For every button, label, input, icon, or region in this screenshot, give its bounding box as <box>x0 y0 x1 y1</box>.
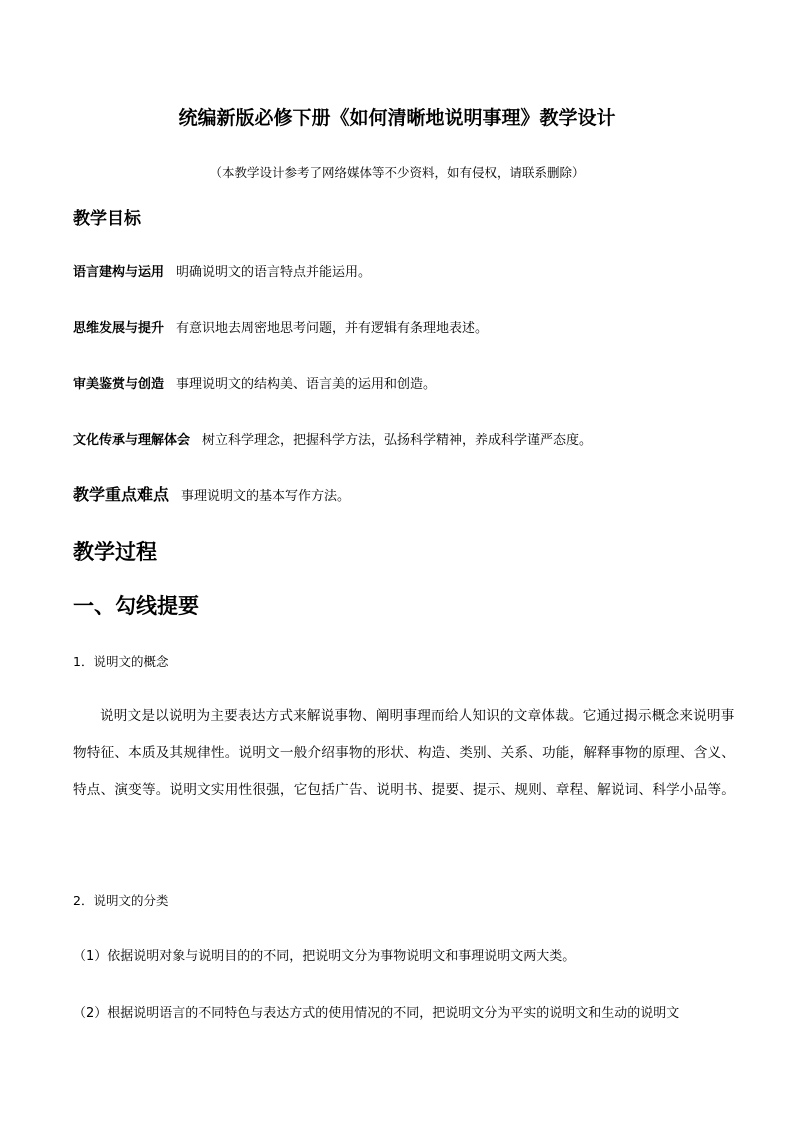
item-heading: 1．说明文的概念 <box>73 654 169 669</box>
body-paragraph: 说明文是以说明为主要表达方式来解说事物、阐明事理而给人知识的文章体裁。它通过揭示概念来说明事物特征、本质及其规律性。说明文一般介绍事物的形状、构造、类别、关系、功能，解释事物的原理、含义、特点、演变等。说明文实用性很强，它包括广告、说明书、提要、提示、规则、章程、解说词、科学小品等。 <box>73 708 736 798</box>
goal-text: 有意识地去周密地思考问题，并有逻辑有条理地表述。 <box>176 321 489 336</box>
goal-text: 明确说明文的语言特点并能运用。 <box>176 265 372 280</box>
item-heading: 2．说明文的分类 <box>73 893 169 908</box>
key-points-text: 事理说明文的基本写作方法。 <box>181 489 351 504</box>
sub-item: （1）依据说明对象与说明目的的不同，把说明文分为事物说明文和事理说明文两大类。 <box>73 949 576 964</box>
goals-heading: 教学目标 <box>73 209 141 229</box>
goal-label: 文化传承与理解体会 <box>73 433 191 448</box>
goal-row <box>73 373 436 392</box>
goal-text: 事理说明文的结构美、语言美的运用和创造。 <box>176 377 437 392</box>
key-points-label: 教学重点难点 <box>73 485 170 504</box>
disclaimer-note: （本教学设计参考了网络媒体等不少资料，如有侵权，请联系删除） <box>209 165 585 180</box>
document-title: 统编新版必修下册《如何清晰地说明事理》教学设计 <box>178 107 616 129</box>
goal-label: 语言建构与运用 <box>73 265 165 280</box>
goal-text: 树立科学理念，把握科学方法，弘扬科学精神，养成科学谨严态度。 <box>202 433 593 448</box>
goal-label: 审美鉴赏与创造 <box>73 377 165 392</box>
goal-row <box>73 429 592 448</box>
key-points-row <box>73 482 350 505</box>
goal-row <box>73 317 488 336</box>
sub-item: （2）根据说明语言的不同特色与表达方式的使用情况的不同，把说明文分为平实的说明文和生动的说明文 <box>73 1006 680 1021</box>
section-heading: 一、勾线提要 <box>73 593 199 618</box>
process-heading: 教学过程 <box>73 539 157 564</box>
goal-label: 思维发展与提升 <box>73 321 165 336</box>
goal-row <box>73 261 371 280</box>
